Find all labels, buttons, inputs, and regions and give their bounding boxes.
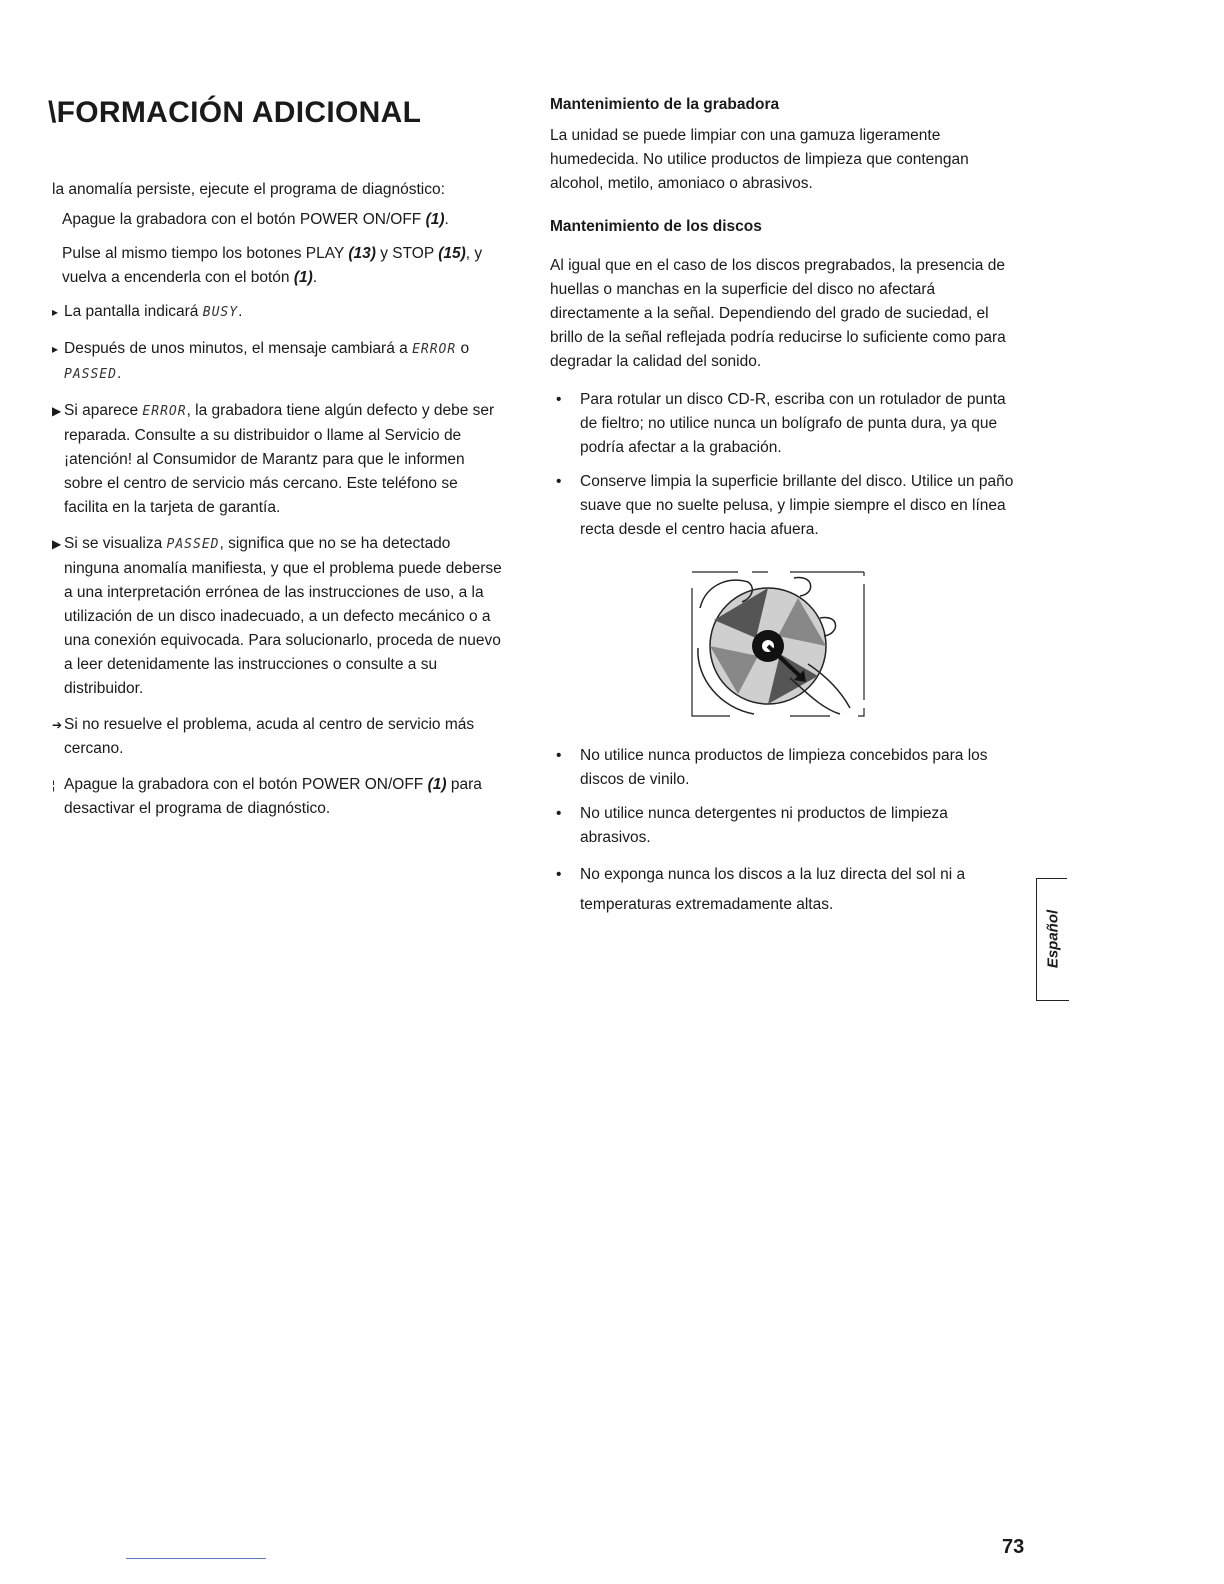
bullet-icon: • <box>556 391 562 408</box>
disc-tips-list <box>550 388 1020 542</box>
triangle-bullet-icon: ▶ <box>52 537 62 551</box>
page-number: 73 <box>1002 1536 1025 1558</box>
bullet-icon: • <box>556 747 562 764</box>
list-item: ▸ La pantalla indicará BUSY. <box>52 300 502 325</box>
triangle-bullet-icon: ▶ <box>52 404 62 418</box>
triangle-bullet-icon: ▸ <box>52 342 59 356</box>
list-item: • No utilice nunca detergentes ni productos de limpieza abrasivos. <box>550 802 1020 850</box>
step-1: Apague la grabadora con el botón POWER ON/OFF (1). <box>62 211 449 228</box>
left-column <box>48 96 502 833</box>
section-heading-recorder: Mantenimiento de la grabadora <box>550 96 780 113</box>
display-readout: ERROR <box>412 342 457 357</box>
arrow-bullet-icon: ➔ <box>52 718 63 732</box>
list-item: • No exponga nunca los discos a la luz directa del sol ni a temperaturas extremadamente altas. <box>550 860 1020 920</box>
triangle-bullet-icon: ▸ <box>52 305 59 319</box>
disc-warnings-list <box>550 744 1020 920</box>
disc-maintenance-text: Al igual que en el caso de los discos pregrabados, la presencia de huellas o manchas en la superficie del disco no afectará directamente a la señal. Dependiendo del grado de suciedad, el brillo de la señal reflejada podría reducirse lo suficiente como para degradar la calidad del sonido. <box>550 257 1006 370</box>
right-column <box>550 96 1020 930</box>
bullet-icon: • <box>556 805 562 822</box>
language-tab <box>1036 878 1069 1001</box>
section-heading-discs: Mantenimiento de los discos <box>550 218 762 235</box>
page-title: \FORMACIÓN ADICIONAL <box>48 96 422 129</box>
list-item: • Para rotular un disco CD-R, escriba con un rotulador de punta de fieltro; no utilice nunca un bolígrafo de punta dura, ya que podría afectar a la grabación. <box>550 388 1020 460</box>
list-item: • No utilice nunca productos de limpieza concebidos para los discos de vinilo. <box>550 744 1020 792</box>
list-item: ➔ Si no resuelve el problema, acuda al centro de servicio más cercano. <box>52 713 502 761</box>
list-item: ¦ Apague la grabadora con el botón POWER ON/OFF (1) para desactivar el programa de diagnóstico. <box>52 773 502 821</box>
list-item: • Conserve limpia la superficie brillante del disco. Utilice un paño suave que no suelte pelusa, y limpie siempre el disco en línea recta desde el centro hacia afuera. <box>550 470 1020 542</box>
footer-rule <box>126 1558 266 1559</box>
language-tab-label: Español <box>1044 909 1062 969</box>
list-item: ▸ Después de unos minutos, el mensaje cambiará a ERROR o PASSED. <box>52 337 502 387</box>
list-item: ▶ Si se visualiza PASSED, significa que no se ha detectado ninguna anomalía manifiesta, y que el problema puede deberse a una interpretación errónea de las instrucciones de uso, a la utilización de un disco inadecuado, a un defecto mecánico o a una conexión equivocada. Para solucionarlo, proceda de nuevo a leer detenidamente las instrucciones o consulte a su distribuidor. <box>52 532 502 701</box>
display-readout: BUSY <box>202 305 239 320</box>
intro-text: la anomalía persiste, ejecute el programa de diagnóstico: <box>52 181 445 198</box>
display-readout: PASSED <box>64 367 117 382</box>
display-readout: PASSED <box>166 537 220 552</box>
disc-cleaning-illustration <box>690 568 870 718</box>
bullet-icon: • <box>556 473 562 490</box>
step-2: Pulse al mismo tiempo los botones PLAY (13) y STOP (15), y vuelva a encenderla con el botón (1). <box>62 245 483 286</box>
recorder-maintenance-text: La unidad se puede limpiar con una gamuza ligeramente humedecida. No utilice productos de limpieza que contengan alcohol, metilo, amoniaco o abrasivos. <box>550 127 969 192</box>
list-item: ▶ Si aparece ERROR, la grabadora tiene algún defecto y debe ser reparada. Consulte a su distribuidor o llame al Servicio de ¡atención! al Consumidor de Marantz para que le informen sobre el centro de servicio más cercano. Este teléfono se facilita en la tarjeta de garantía. <box>52 399 502 520</box>
step-marker-icon: ¦ <box>52 778 56 792</box>
bullet-icon: • <box>556 866 562 883</box>
display-readout: ERROR <box>142 404 187 419</box>
hand-cleaning-disc-icon <box>690 568 870 718</box>
